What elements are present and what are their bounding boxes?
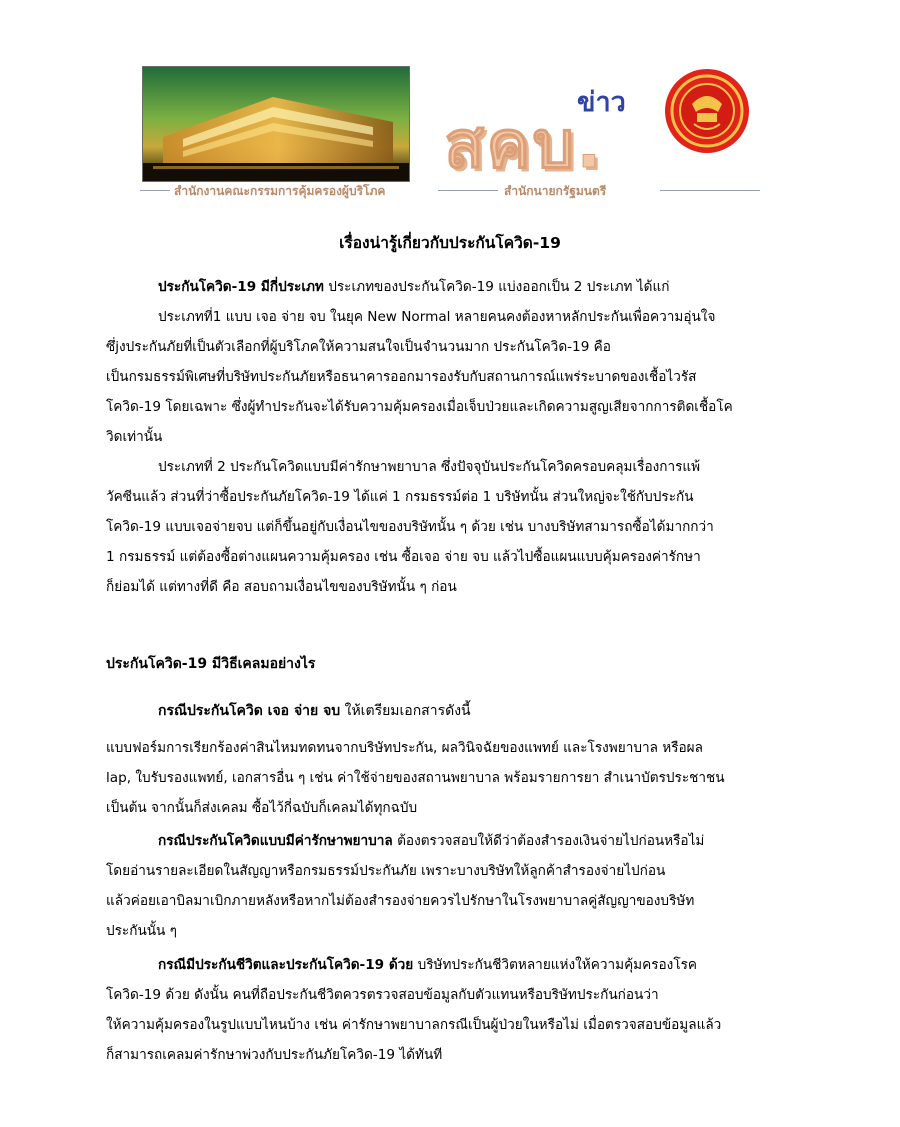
case1-line: แบบฟอร์มการเรียกร้องค่าสินไหมทดทนจากบริษัทประกัน, ผลวินิจฉัยของแพทย์ และโรงพยาบาล หรือผล — [106, 740, 703, 756]
office-name-text: สำนักนายกรัฐมนตรี — [504, 184, 607, 198]
types-lead — [106, 272, 806, 302]
case2-line: ประกันนั้น ๆ — [106, 923, 177, 939]
banner-news-word: ข่าว — [577, 87, 626, 118]
case2-lead-text: ต้องตรวจสอบให้ดีว่าต้องสำรองเงินจ่ายไปก่อนหรือไม่ — [392, 833, 705, 849]
case1-heading-text: ให้เตรียมเอกสารดังนี้ — [340, 703, 471, 719]
case3-line: ให้ความคุ้มครองในรูปแบบไหนบ้าง เช่น ค่ารักษาพยาบาลกรณีเป็นผู้ป่วยในหรือไม่ เมื่อตรวจสอบข้อมูลแล้ว — [106, 1017, 722, 1033]
case3-lead — [106, 950, 806, 980]
types-lead-text: ประเภทของประกันโควิด-19 แบ่งออกเป็น 2 ประเภท ได้แก่ — [323, 279, 670, 295]
header-banner — [140, 60, 760, 210]
type1-line: โควิด-19 โดยเฉพาะ ซึ่งผู้ทำประกันจะได้รับความคุ้มครองเมื่อเจ็บป่วยและเกิดความสูญเสียจากการติดเชื้อโค — [106, 399, 733, 415]
type2-line: 1 กรมธรรม์ แต่ต้องซื้อต่างแผนความคุ้มครอง เช่น ซื้อเจอ จ่าย จบ แล้วไปซื้อแผนแบบคุ้มครองค่ารักษา — [106, 549, 701, 565]
type2-line: ก็ย่อมได้ แต่ทางที่ดี คือ สอบถามเงื่อนไขของบริษัทนั้น ๆ ก่อน — [106, 579, 457, 595]
case1-line: เป็นต้น จากนั้นก็ส่งเคลม ซื้อไว้กี่ฉบับก็เคลมได้ทุกฉบับ — [106, 800, 418, 816]
document-title: เรื่องน่ารู้เกี่ยวกับประกันโควิด-19 — [339, 234, 561, 252]
case1-line: lap, ใบรับรองแพทย์, เอกสารอื่น ๆ เช่น ค่าใช้จ่ายของสถานพยาบาล พร้อมรายการยา สำเนาบัตรประชาชน — [106, 770, 725, 786]
case3-lead-text: บริษัทประกันชีวิตหลายแห่งให้ความคุ้มครองโรค — [413, 957, 698, 973]
type1-line: ซึ่jงประกันภัยที่เป็นตัวเลือกที่ผู้บริโภคให้ความสนใจเป็นจำนวนมาก ประกันโควิด-19 คือ — [106, 339, 611, 355]
case2-body — [106, 826, 806, 946]
agency-name-text: สำนักงานคณะกรรมการคุ้มครองผู้บริโภค — [174, 184, 386, 198]
types-lead-bold: ประกันโควิด-19 มีกี่ประเภท — [158, 279, 324, 295]
type2-line: ประเภทที่ 2 ประกันโควิดแบบมีค่ารักษาพยาบาล ซึ่งปัจจุบันประกันโควิดครอบคลุมเรื่องการแพ้ — [158, 459, 701, 475]
type2-line: โควิด-19 แบบเจอจ่ายจบ แต่ก็ขึ้นอยู่กับเงื่อนไขของบริษัทนั้น ๆ ด้วย เช่น บางบริษัทสามารถซื้อได้มากกว่า — [106, 519, 714, 535]
type1-line: วิดเท่านั้น — [106, 429, 163, 445]
case2-lead-bold: กรณีประกันโควิดแบบมีค่ารักษาพยาบาล — [158, 833, 393, 849]
agency-seal-logo — [664, 68, 750, 154]
case1-heading — [158, 700, 471, 722]
section-types — [106, 272, 806, 602]
case3-lead-bold: กรณีมีประกันชีวิตและประกันโควิด-19 ด้วย — [158, 957, 414, 973]
case1-heading-bold: กรณีประกันโควิด เจอ จ่าย จบ — [158, 703, 341, 719]
case2-lead — [106, 826, 806, 856]
building-photo — [142, 66, 410, 182]
case2-line: แล้วค่อยเอาบิลมาเบิกภายหลังหรือหากไม่ต้องสำรองจ่ายควรไปรักษาในโรงพยาบาลคู่สัญญาของบริษัท — [106, 893, 695, 909]
case3-line: โควิด-19 ด้วย ดังนั้น คนที่ถือประกันชีวิตควรตรวจสอบข้อมูลกับตัวแทนหรือบริษัทประกันก่อนว่า — [106, 987, 659, 1003]
banner-acronym: สคบ. — [444, 106, 604, 183]
banner-caption-strip — [140, 182, 760, 198]
claim-heading: ประกันโควิด-19 มีวิธีเคลมอย่างไร — [106, 656, 316, 672]
type1-line: ประเภทที่1 แบบ เจอ จ่าย จบ ในยุค New Normal หลายคนคงต้องหาหลักประกันเพื่อความอุ่นใจ — [158, 309, 716, 325]
type1-line: เป็นกรมธรรม์พิเศษที่บริษัทประกันภัยหรือธนาคารออกมารองรับกับสถานการณ์แพร่ระบาดของเชื้อไวรัส — [106, 369, 697, 385]
type2-line: วัคซีนแล้ว ส่วนที่ว่าซื้อประกันภัยโควิด-19 ได้แค่ 1 กรมธรรม์ต่อ 1 บริษัทนั้น ส่วนใหญ่จะใช้กับประกัน — [106, 489, 694, 505]
case1-body — [106, 733, 806, 823]
case3-body — [106, 950, 806, 1070]
case2-line: โดยอ่านรายละเอียดในสัญญาหรือกรมธรรม์ประกันภัย เพราะบางบริษัทให้ลูกค้าสำรองจ่ายไปก่อน — [106, 863, 666, 879]
case3-line: ก็สามารถเคลมค่ารักษาพ่วงกับประกันภัยโควิด-19 ได้ทันที — [106, 1047, 443, 1063]
